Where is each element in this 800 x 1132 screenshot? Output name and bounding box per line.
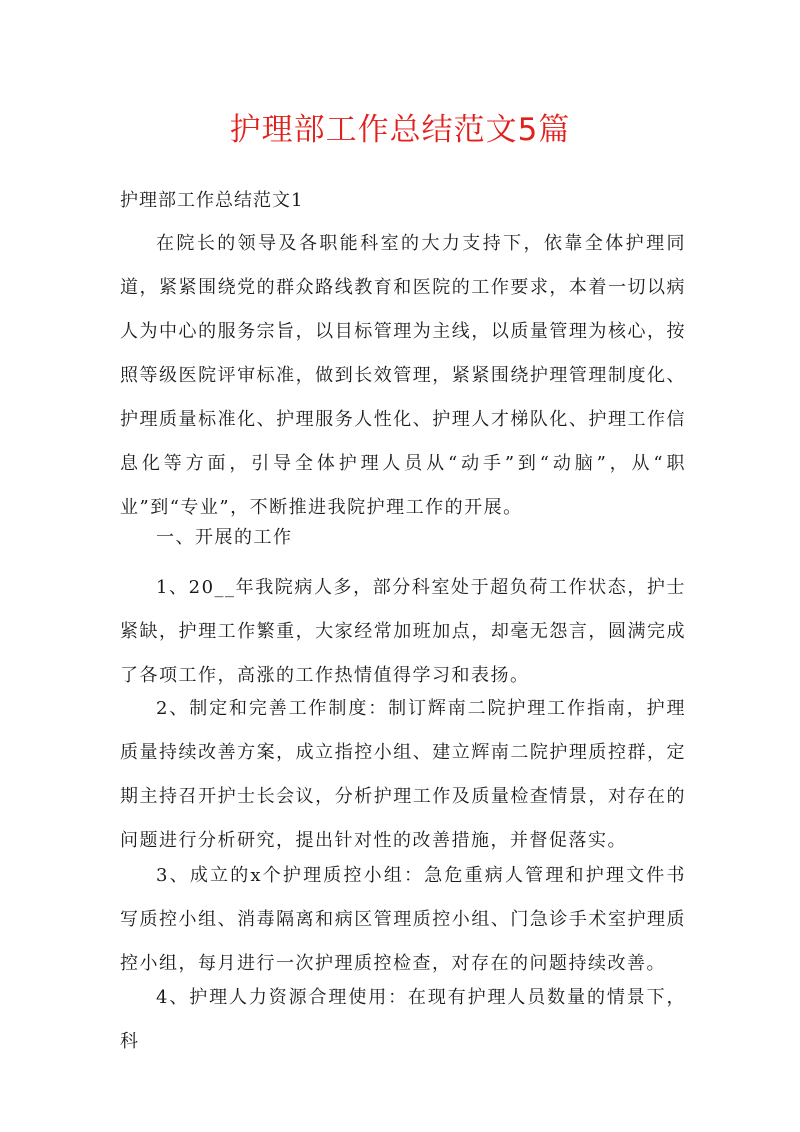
- paragraph-subheading: 一、开展的工作: [156, 527, 293, 548]
- section-heading: 护理部工作总结范文1: [120, 190, 304, 211]
- paragraph-item-4: 4、护理人力资源合理使用：在现有护理人员数量的情景下，科: [120, 987, 686, 1052]
- paragraph-item-3: 3、成立的x个护理质控小组：急危重病人管理和护理文件书写质控小组、消毒隔离和病区管理质控小组、门急诊手术室护理质控小组，每月进行一次护理质控检查，对存在的问题持续改善。: [120, 865, 686, 974]
- paragraph-item-2: 2、制定和完善工作制度：制订辉南二院护理工作指南，护理质量持续改善方案，成立指控小组、建立辉南二院护理质控群，定期主持召开护士长会议，分析护理工作及质量检查情景，对存在的问题进行分析研究，提出针对性的改善措施，并督促落实。: [120, 698, 686, 851]
- paragraph-item-1: 1、20__年我院病人多，部分科室处于超负荷工作状态，护士紧缺，护理工作繁重，大家经常加班加点，却毫无怨言，圆满完成了各项工作，高涨的工作热情值得学习和表扬。: [120, 577, 686, 686]
- paragraph-intro: 在院长的领导及各职能科室的大力支持下，依靠全体护理同道，紧紧围绕党的群众路线教育和医院的工作要求，本着一切以病人为中心的服务宗旨，以目标管理为主线，以质量管理为核心，按照等级医院评审标准，做到长效管理，紧紧围绕护理管理制度化、护理质量标准化、护理服务人性化、护理人才梯队化、护理工作信息化等方面，引导全体护理人员从“动手”到“动脑”，从“职业”到“专业”，不断推进我院护理工作的开展。: [120, 233, 686, 518]
- document-title: 护理部工作总结范文5篇: [229, 112, 571, 148]
